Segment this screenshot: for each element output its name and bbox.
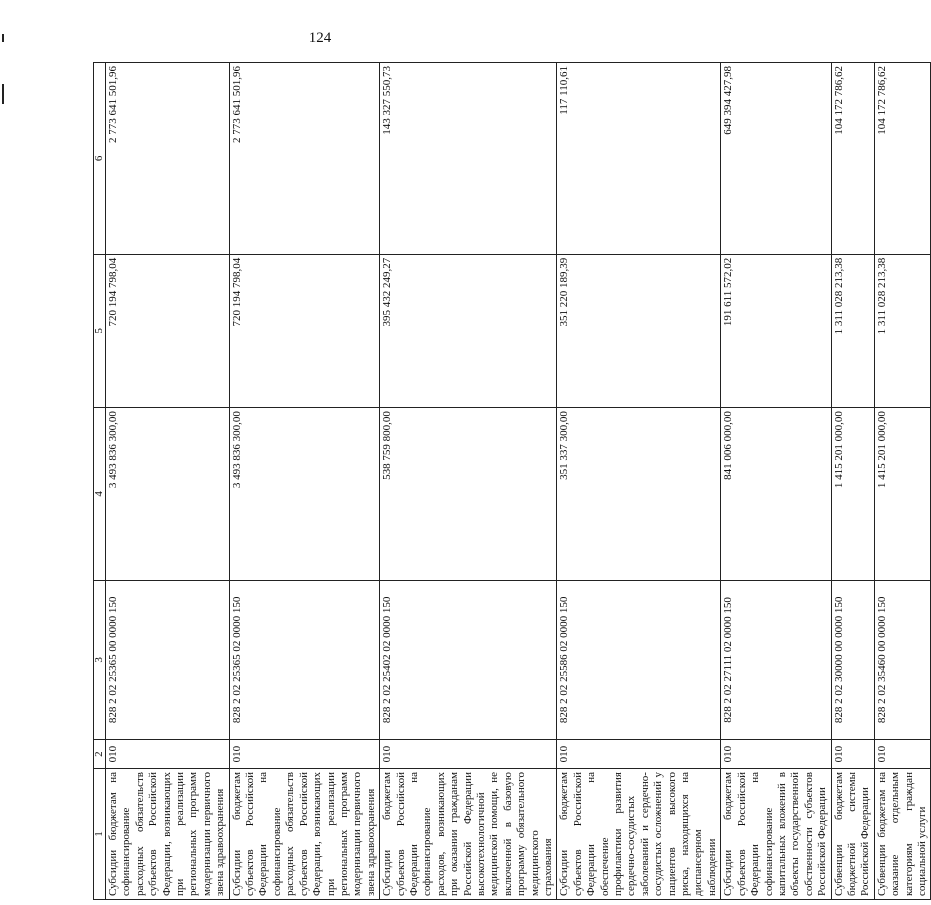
table-row: [380, 63, 557, 900]
row-kbk: 828 2 02 35460 00 0000 150: [874, 580, 931, 740]
table-row: [229, 63, 379, 900]
row-name: Субвенции бюджетам на оказание отдельным категориям граждан социальной услуги: [874, 769, 931, 900]
table-row: [557, 63, 721, 900]
page-number: 124: [308, 30, 332, 46]
header-col-2: 2: [94, 740, 106, 769]
row-col5: 720 194 798,04: [106, 254, 230, 407]
row-kbk: 828 2 02 25365 00 0000 150: [106, 580, 230, 740]
row-col4: 538 759 800,00: [380, 408, 557, 581]
header-col-6: 6: [94, 63, 106, 255]
table-row: [874, 63, 931, 900]
row-col5: 1 311 028 213,38: [831, 254, 874, 407]
row-col4: 1 415 201 000,00: [874, 408, 931, 581]
row-kbk: 828 2 02 27111 02 0000 150: [721, 580, 831, 740]
row-col4: 3 493 836 300,00: [106, 408, 230, 581]
row-col5: 720 194 798,04: [229, 254, 379, 407]
scan-edge-mark: [2, 84, 4, 104]
row-col5: 395 432 249,27: [380, 254, 557, 407]
row-name: Субсидии бюджетам субъектов Российской Федерации на обеспечение профилактики развития сердечно-сосудистых заболеваний и сердечно-сосудистых осложнений у пациентов высокого риска, находящихся на диспансерном наблюдении: [557, 769, 721, 900]
table-row: [831, 63, 874, 900]
scan-edge-mark: [2, 34, 4, 42]
header-col-4: 4: [94, 408, 106, 581]
row-col6: 104 172 786,62: [831, 63, 874, 255]
row-kbk: 828 2 02 25402 02 0000 150: [380, 580, 557, 740]
row-col6: 2 773 641 501,96: [106, 63, 230, 255]
row-code: 010: [831, 740, 874, 769]
row-col4: 1 415 201 000,00: [831, 408, 874, 581]
row-name: Субсидии бюджетам субъектов Российской Федерации на софинансирование капитальных вложений в объекты государственной собственности субъектов Российской Федерации: [721, 769, 831, 900]
header-col-5: 5: [94, 254, 106, 407]
row-col5: 191 611 572,02: [721, 254, 831, 407]
row-code: 010: [106, 740, 230, 769]
row-name: Субвенции бюджетам бюджетной системы Российской Федерации: [831, 769, 874, 900]
row-code: 010: [229, 740, 379, 769]
row-col6: 2 773 641 501,96: [229, 63, 379, 255]
row-col4: 351 337 300,00: [557, 408, 721, 581]
row-col6: 143 327 550,73: [380, 63, 557, 255]
row-code: 010: [380, 740, 557, 769]
row-col5: 1 311 028 213,38: [874, 254, 931, 407]
row-name: Субсидии бюджетам субъектов Российской Федерации на софинансирование расходных обязательств субъектов Российской Федерации, возникающих при реализации региональных программ модернизации первичного звена здравоохранения: [229, 769, 379, 900]
row-col6: 104 172 786,62: [874, 63, 931, 255]
row-name: Субсидии бюджетам на софинансирование расходных обязательств субъектов Российской Федерации, возникающих при реализации региональных программ модернизации первичного звена здравоохранения: [106, 769, 230, 900]
row-code: 010: [874, 740, 931, 769]
row-kbk: 828 2 02 25365 02 0000 150: [229, 580, 379, 740]
row-kbk: 828 2 02 25586 02 0000 150: [557, 580, 721, 740]
row-col6: 649 394 427,98: [721, 63, 831, 255]
row-col6: 117 110,61: [557, 63, 721, 255]
table-row: [721, 63, 831, 900]
table-header-row: [94, 63, 106, 900]
report-table: [93, 62, 931, 900]
header-col-3: 3: [94, 580, 106, 740]
row-col4: 841 006 000,00: [721, 408, 831, 581]
row-code: 010: [557, 740, 721, 769]
row-kbk: 828 2 02 30000 00 0000 150: [831, 580, 874, 740]
row-col4: 3 493 836 300,00: [229, 408, 379, 581]
row-code: 010: [721, 740, 831, 769]
row-col5: 351 220 189,39: [557, 254, 721, 407]
table-row: [106, 63, 230, 900]
header-col-1: 1: [94, 769, 106, 900]
row-name: Субсидии бюджетам субъектов Российской Федерации на софинансирование расходов, возникающих при оказании гражданам Российской Федерации высокотехнологичной медицинской помощи, не включенной в базовую программу обязательного медицинского страхования: [380, 769, 557, 900]
table-rotated-container: [93, 62, 928, 900]
